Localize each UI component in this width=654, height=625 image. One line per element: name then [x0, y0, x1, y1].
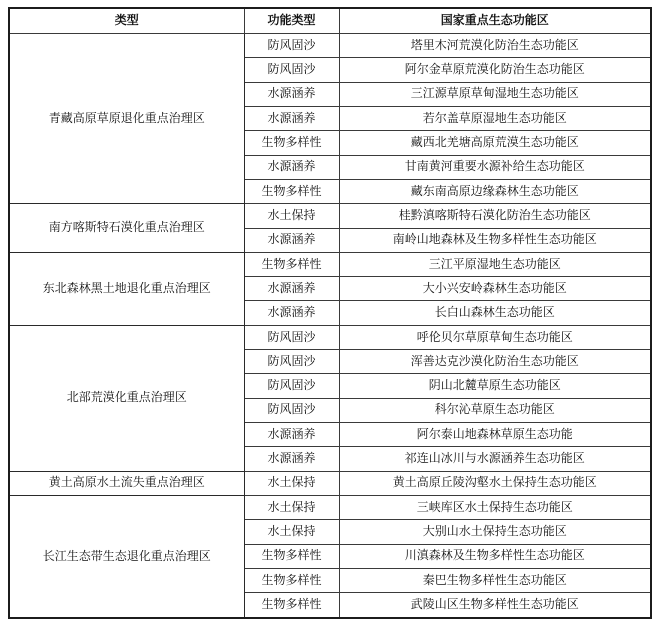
type-cell: 青藏高原草原退化重点治理区 [9, 34, 244, 204]
ecological-zone-cell: 三江平原湿地生态功能区 [339, 252, 651, 276]
ecological-zone-cell: 塔里木河荒漠化防治生态功能区 [339, 34, 651, 58]
ecological-zone-cell: 阴山北麓草原生态功能区 [339, 374, 651, 398]
ecological-zone-cell: 秦巴生物多样性生态功能区 [339, 568, 651, 592]
function-type-cell: 水源涵养 [244, 301, 339, 325]
table-row [9, 204, 651, 228]
function-type-cell: 水土保持 [244, 204, 339, 228]
function-type-cell: 水源涵养 [244, 82, 339, 106]
header-row [9, 8, 651, 34]
ecological-zone-cell: 川滇森林及生物多样性生态功能区 [339, 544, 651, 568]
table-body [9, 34, 651, 619]
function-type-cell: 生物多样性 [244, 252, 339, 276]
function-type-cell: 水源涵养 [244, 228, 339, 252]
ecological-zone-cell: 长白山森林生态功能区 [339, 301, 651, 325]
ecological-zone-cell: 藏西北羌塘高原荒漠生态功能区 [339, 131, 651, 155]
ecological-zone-cell: 武陵山区生物多样性生态功能区 [339, 593, 651, 618]
table-row [9, 495, 651, 519]
ecological-zone-cell: 浑善达克沙漠化防治生态功能区 [339, 350, 651, 374]
function-type-cell: 防风固沙 [244, 325, 339, 349]
function-type-cell: 水源涵养 [244, 277, 339, 301]
table-row [9, 34, 651, 58]
ecological-zone-cell: 甘南黄河重要水源补给生态功能区 [339, 155, 651, 179]
function-type-cell: 防风固沙 [244, 398, 339, 422]
ecological-zone-cell: 呼伦贝尔草原草甸生态功能区 [339, 325, 651, 349]
type-cell: 北部荒漠化重点治理区 [9, 325, 244, 471]
table-row [9, 252, 651, 276]
function-type-cell: 生物多样性 [244, 593, 339, 618]
ecological-zone-cell: 若尔盖草原湿地生态功能区 [339, 106, 651, 130]
function-type-cell: 防风固沙 [244, 58, 339, 82]
function-type-cell: 生物多样性 [244, 568, 339, 592]
ecological-zone-cell: 三江源草原草甸湿地生态功能区 [339, 82, 651, 106]
ecological-function-zones-table [8, 7, 652, 619]
type-cell: 东北森林黑土地退化重点治理区 [9, 252, 244, 325]
type-cell: 南方喀斯特石漠化重点治理区 [9, 204, 244, 253]
ecological-zone-cell: 科尔沁草原生态功能区 [339, 398, 651, 422]
table-row [9, 325, 651, 349]
ecological-zone-cell: 南岭山地森林及生物多样性生态功能区 [339, 228, 651, 252]
function-type-cell: 水源涵养 [244, 423, 339, 447]
type-cell: 黄土高原水土流失重点治理区 [9, 471, 244, 495]
ecological-zone-cell: 阿尔金草原荒漠化防治生态功能区 [339, 58, 651, 82]
function-type-cell: 水土保持 [244, 471, 339, 495]
ecological-zone-cell: 大小兴安岭森林生态功能区 [339, 277, 651, 301]
ecological-zone-cell: 黄土高原丘陵沟壑水土保持生态功能区 [339, 471, 651, 495]
header-function-type: 功能类型 [244, 8, 339, 34]
table-header [9, 8, 651, 34]
table-row [9, 471, 651, 495]
header-zone: 国家重点生态功能区 [339, 8, 651, 34]
function-type-cell: 防风固沙 [244, 350, 339, 374]
function-type-cell: 生物多样性 [244, 131, 339, 155]
function-type-cell: 水源涵养 [244, 106, 339, 130]
function-type-cell: 水土保持 [244, 495, 339, 519]
ecological-zone-cell: 大别山水土保持生态功能区 [339, 520, 651, 544]
ecological-zone-cell: 桂黔滇喀斯特石漠化防治生态功能区 [339, 204, 651, 228]
function-type-cell: 生物多样性 [244, 179, 339, 203]
ecological-zone-cell: 藏东南高原边缘森林生态功能区 [339, 179, 651, 203]
function-type-cell: 水土保持 [244, 520, 339, 544]
function-type-cell: 水源涵养 [244, 155, 339, 179]
ecological-zone-cell: 三峡库区水土保持生态功能区 [339, 495, 651, 519]
ecological-zone-cell: 阿尔泰山地森林草原生态功能 [339, 423, 651, 447]
function-type-cell: 防风固沙 [244, 34, 339, 58]
function-type-cell: 生物多样性 [244, 544, 339, 568]
function-type-cell: 水源涵养 [244, 447, 339, 471]
ecological-zone-cell: 祁连山冰川与水源涵养生态功能区 [339, 447, 651, 471]
header-type: 类型 [9, 8, 244, 34]
function-type-cell: 防风固沙 [244, 374, 339, 398]
type-cell: 长江生态带生态退化重点治理区 [9, 495, 244, 618]
